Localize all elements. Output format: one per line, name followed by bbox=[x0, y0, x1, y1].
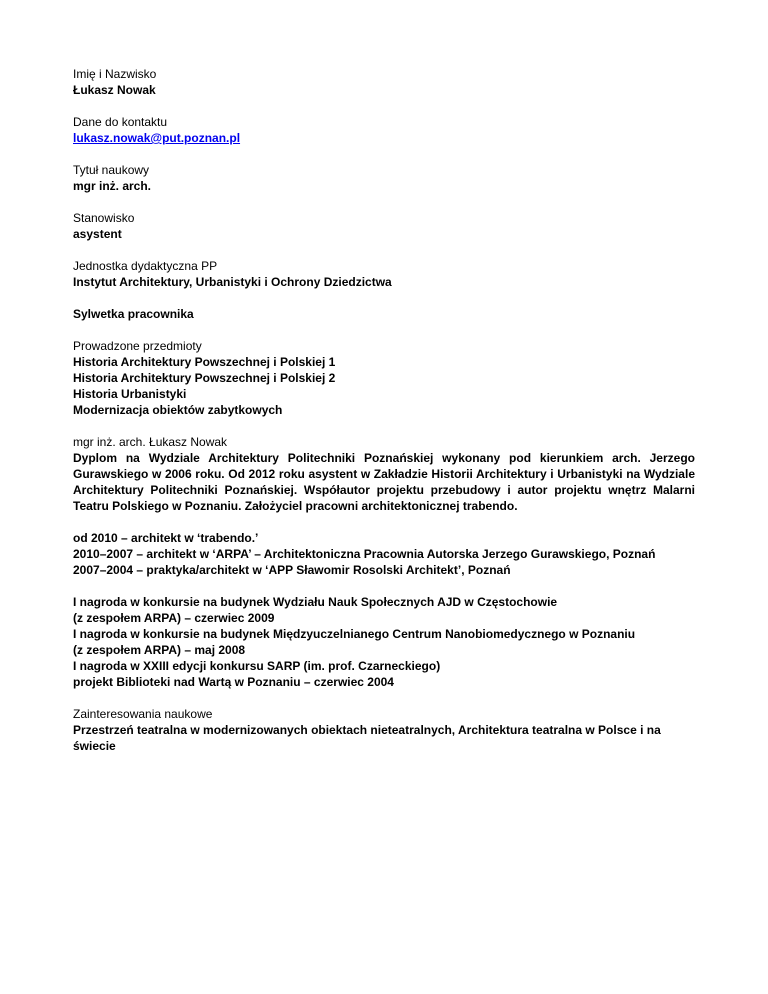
course-item: Historia Urbanistyki bbox=[73, 387, 187, 401]
course-item: Historia Architektury Powszechnej i Polskiej 1 bbox=[73, 355, 336, 369]
experience-item: 2010–2007 – architekt w ‘ARPA’ – Architektoniczna Pracownia Autorska Jerzego Gurawskiego, Poznań bbox=[73, 547, 656, 561]
award-item: I nagroda w konkursie na budynek Wydziału Nauk Społecznych AJD w Częstochowie bbox=[73, 595, 558, 609]
bio-section bbox=[73, 434, 695, 514]
name-label: Imię i Nazwisko bbox=[73, 67, 157, 81]
experience-section bbox=[73, 530, 695, 578]
courses-section bbox=[73, 338, 695, 418]
contact-label: Dane do kontaktu bbox=[73, 115, 168, 129]
interests-label: Zainteresowania naukowe bbox=[73, 707, 213, 721]
unit-value: Instytut Architektury, Urbanistyki i Ochrony Dziedzictwa bbox=[73, 275, 392, 289]
award-item: I nagroda w konkursie na budynek Międzyuczelnianego Centrum Nanobiomedycznego w Poznaniu bbox=[73, 627, 636, 641]
profile-section bbox=[73, 306, 695, 322]
name-value: Łukasz Nowak bbox=[73, 83, 156, 97]
bio-label: mgr inż. arch. Łukasz Nowak bbox=[73, 435, 228, 449]
interests-section bbox=[73, 706, 695, 754]
position-label: Stanowisko bbox=[73, 211, 135, 225]
title-value: mgr inż. arch. bbox=[73, 179, 152, 193]
position-section bbox=[73, 210, 695, 242]
award-item: I nagroda w XXIII edycji konkursu SARP (im. prof. Czarneckiego) bbox=[73, 659, 441, 673]
document-page bbox=[73, 66, 695, 770]
email-link[interactable]: lukasz.nowak@put.poznan.pl bbox=[73, 131, 241, 145]
experience-item: od 2010 – architekt w ‘trabendo.’ bbox=[73, 531, 259, 545]
unit-section bbox=[73, 258, 695, 290]
title-section bbox=[73, 162, 695, 194]
course-item: Modernizacja obiektów zabytkowych bbox=[73, 403, 283, 417]
awards-section bbox=[73, 594, 695, 690]
interests-value: Przestrzeń teatralna w modernizowanych obiektach nieteatralnych, Architektura teatralna w Polsce i na świecie bbox=[73, 723, 661, 753]
experience-item: 2007–2004 – praktyka/architekt w ‘APP Sławomir Rosolski Architekt’, Poznań bbox=[73, 563, 511, 577]
position-value: asystent bbox=[73, 227, 122, 241]
award-item: (z zespołem ARPA) – maj 2008 bbox=[73, 643, 246, 657]
course-item: Historia Architektury Powszechnej i Polskiej 2 bbox=[73, 371, 336, 385]
contact-section bbox=[73, 114, 695, 146]
name-section bbox=[73, 66, 695, 98]
bio-text: Dyplom na Wydziale Architektury Politechniki Poznańskiej wykonany pod kierunkiem arch. Jerzego Gurawskiego w 2006 roku. Od 2012 roku asystent w Zakładzie Historii Architektury i Urbanistyki na Wydziale Architektury Politechniki Poznańskiej. Współautor projektu przebudowy i autor projektu wnętrz Malarni Teatru Polskiego w Poznaniu. Założyciel pracowni architektonicznej trabendo. bbox=[73, 451, 695, 513]
profile-heading: Sylwetka pracownika bbox=[73, 307, 194, 321]
award-item: (z zespołem ARPA) – czerwiec 2009 bbox=[73, 611, 275, 625]
unit-label: Jednostka dydaktyczna PP bbox=[73, 259, 218, 273]
courses-label: Prowadzone przedmioty bbox=[73, 339, 202, 353]
award-item: projekt Biblioteki nad Wartą w Poznaniu – czerwiec 2004 bbox=[73, 675, 394, 689]
title-label: Tytuł naukowy bbox=[73, 163, 150, 177]
